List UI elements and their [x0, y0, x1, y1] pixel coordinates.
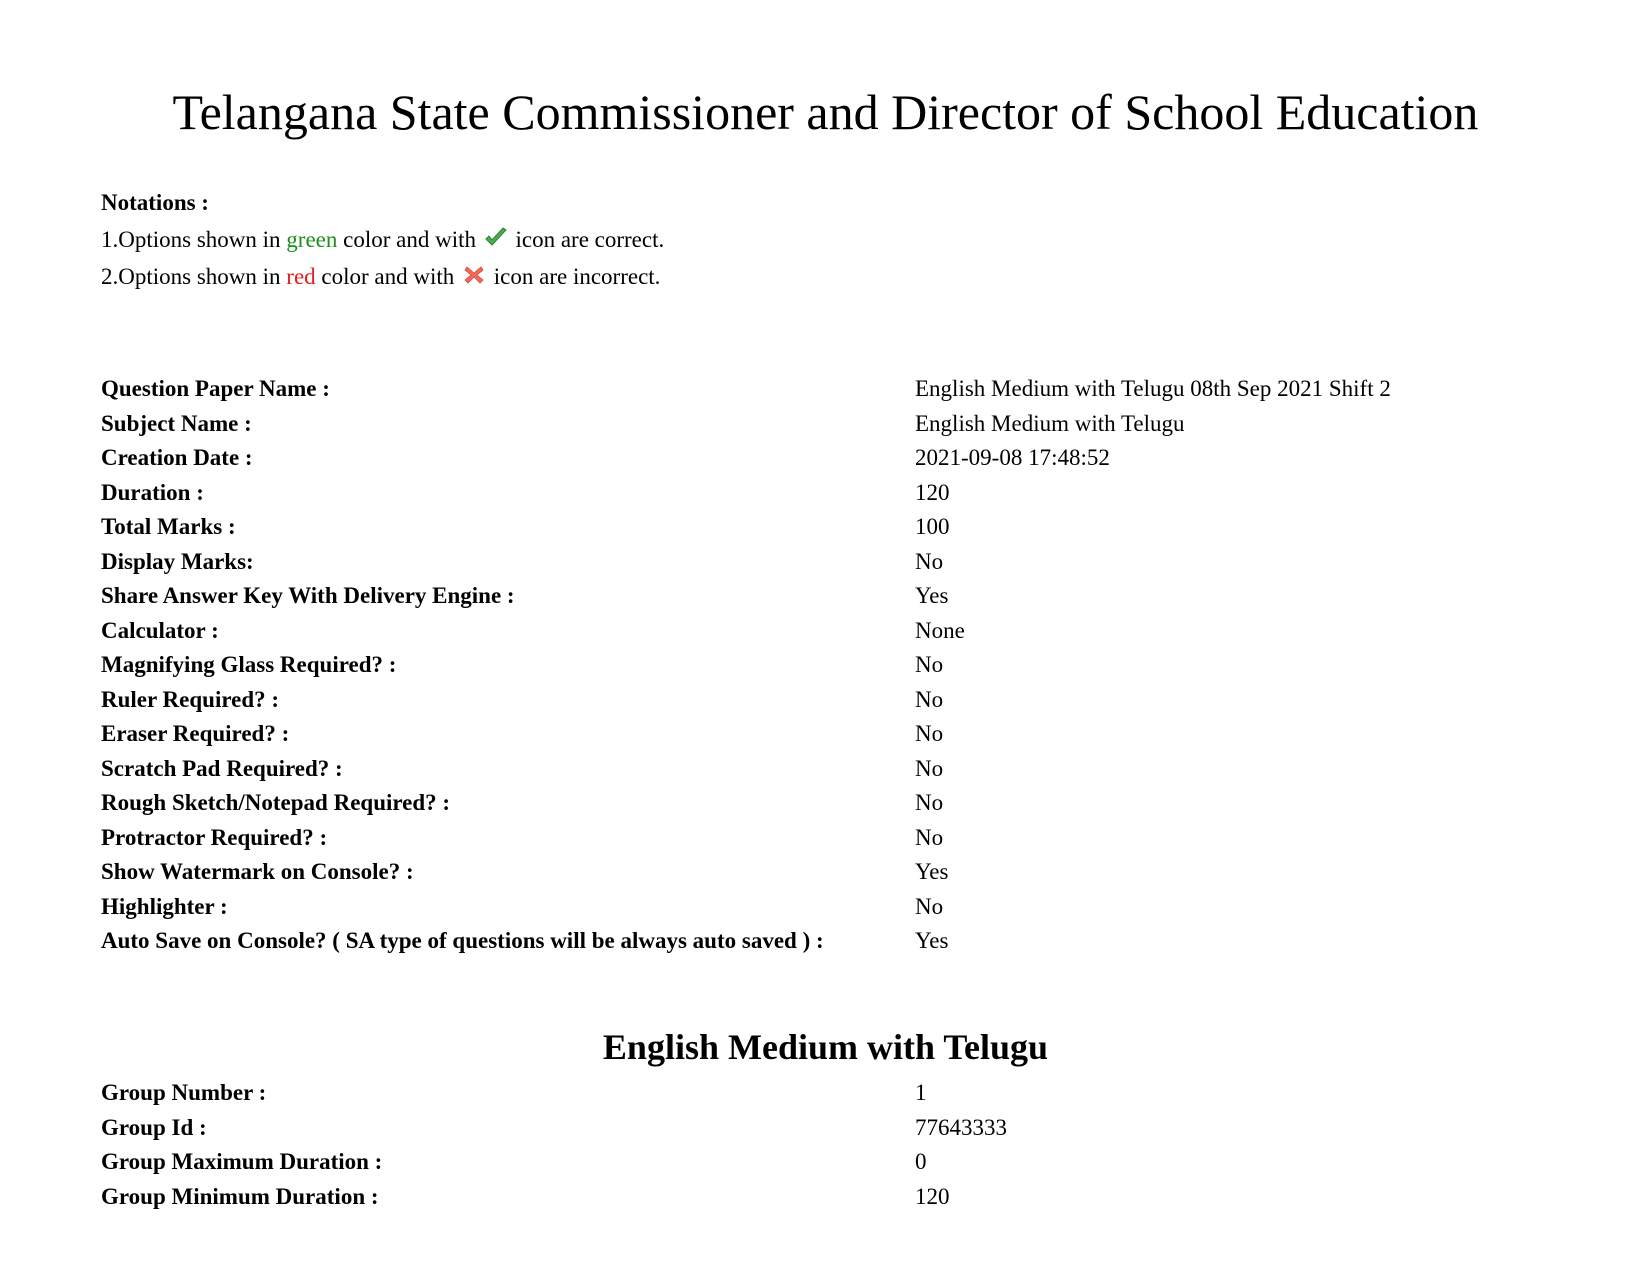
detail-label: Highlighter : — [101, 893, 228, 919]
group-detail-label: Group Number : — [101, 1080, 267, 1105]
detail-value: Yes — [915, 859, 949, 884]
detail-value: No — [915, 893, 944, 919]
detail-row — [101, 924, 1581, 959]
detail-value: English Medium with Telugu 08th Sep 2021 Shift 2 — [915, 376, 1391, 401]
detail-value: No — [915, 790, 944, 815]
group-detail-label: Group Minimum Duration : — [101, 1183, 379, 1209]
detail-label: Display Marks: — [101, 548, 254, 574]
detail-label: Scratch Pad Required? : — [101, 755, 343, 781]
detail-label: Creation Date : — [101, 445, 253, 470]
detail-value: No — [915, 548, 944, 574]
detail-label: Subject Name : — [101, 410, 252, 436]
group-detail-value: 0 — [915, 1149, 927, 1174]
detail-row — [101, 510, 1581, 545]
group-detail-label: Group Maximum Duration : — [101, 1149, 383, 1174]
detail-value: 120 — [915, 479, 950, 505]
cross-icon — [462, 260, 486, 282]
group-detail-value: 120 — [915, 1183, 950, 1209]
detail-value: Yes — [915, 928, 949, 953]
group-detail-label: Group Id : — [101, 1114, 207, 1140]
group-detail-row — [101, 1111, 1581, 1146]
red-color-word: red — [286, 264, 316, 289]
detail-label: Calculator : — [101, 617, 219, 643]
detail-value: No — [915, 721, 944, 746]
detail-row — [101, 372, 1581, 407]
notation-correct-middle: color and with — [337, 227, 476, 252]
group-detail-row — [101, 1076, 1581, 1111]
detail-row — [101, 855, 1581, 890]
notations-block — [101, 184, 664, 295]
notation-incorrect-suffix: icon are incorrect. — [488, 264, 661, 289]
detail-label: Auto Save on Console? ( SA type of questions will be always auto saved ) : — [101, 928, 824, 953]
section-title: English Medium with Telugu — [602, 1027, 1049, 1067]
detail-row — [101, 614, 1581, 649]
detail-value: No — [915, 686, 944, 712]
notation-incorrect-middle: color and with — [315, 264, 455, 289]
detail-row — [101, 579, 1581, 614]
detail-value: English Medium with Telugu — [915, 410, 1185, 436]
group-detail-value: 1 — [915, 1080, 927, 1105]
detail-row — [101, 407, 1581, 442]
detail-value: 2021-09-08 17:48:52 — [915, 445, 1110, 470]
notation-correct-prefix: 1.Options shown in — [101, 227, 287, 252]
detail-row — [101, 821, 1581, 856]
detail-row — [101, 441, 1581, 476]
detail-label: Show Watermark on Console? : — [101, 859, 414, 884]
notation-incorrect-prefix: 2.Options shown in — [101, 264, 287, 289]
detail-row — [101, 717, 1581, 752]
notation-correct-suffix: icon are correct. — [509, 227, 665, 252]
detail-value: No — [915, 824, 944, 850]
detail-value: No — [915, 652, 944, 677]
group-details-table — [101, 1076, 1581, 1214]
group-detail-value: 77643333 — [915, 1114, 1007, 1140]
checkmark-icon — [484, 223, 508, 245]
detail-label: Eraser Required? : — [101, 721, 290, 746]
detail-row — [101, 476, 1581, 511]
detail-row — [101, 648, 1581, 683]
paper-details-table — [101, 372, 1581, 959]
detail-label: Magnifying Glass Required? : — [101, 652, 397, 677]
detail-value: Yes — [915, 583, 949, 608]
detail-label: Duration : — [101, 479, 204, 505]
detail-label: Protractor Required? : — [101, 824, 328, 850]
detail-row — [101, 752, 1581, 787]
detail-label: Ruler Required? : — [101, 686, 280, 712]
green-color-word: green — [286, 227, 338, 252]
notations-heading: Notations : — [101, 190, 209, 215]
notation-correct-line — [101, 221, 664, 258]
detail-value: No — [915, 755, 944, 781]
detail-label: Share Answer Key With Delivery Engine : — [101, 583, 515, 608]
detail-label: Total Marks : — [101, 514, 236, 539]
detail-value: None — [915, 617, 965, 643]
page-title: Telangana State Commissioner and Director of School Education — [172, 84, 1479, 140]
detail-label: Rough Sketch/Notepad Required? : — [101, 790, 451, 815]
detail-value: 100 — [915, 514, 950, 539]
detail-row — [101, 683, 1581, 718]
notation-incorrect-line — [101, 258, 664, 295]
detail-label: Question Paper Name : — [101, 376, 330, 401]
detail-row — [101, 786, 1581, 821]
detail-row — [101, 545, 1581, 580]
group-detail-row — [101, 1145, 1581, 1180]
detail-row — [101, 890, 1581, 925]
group-detail-row — [101, 1180, 1581, 1215]
